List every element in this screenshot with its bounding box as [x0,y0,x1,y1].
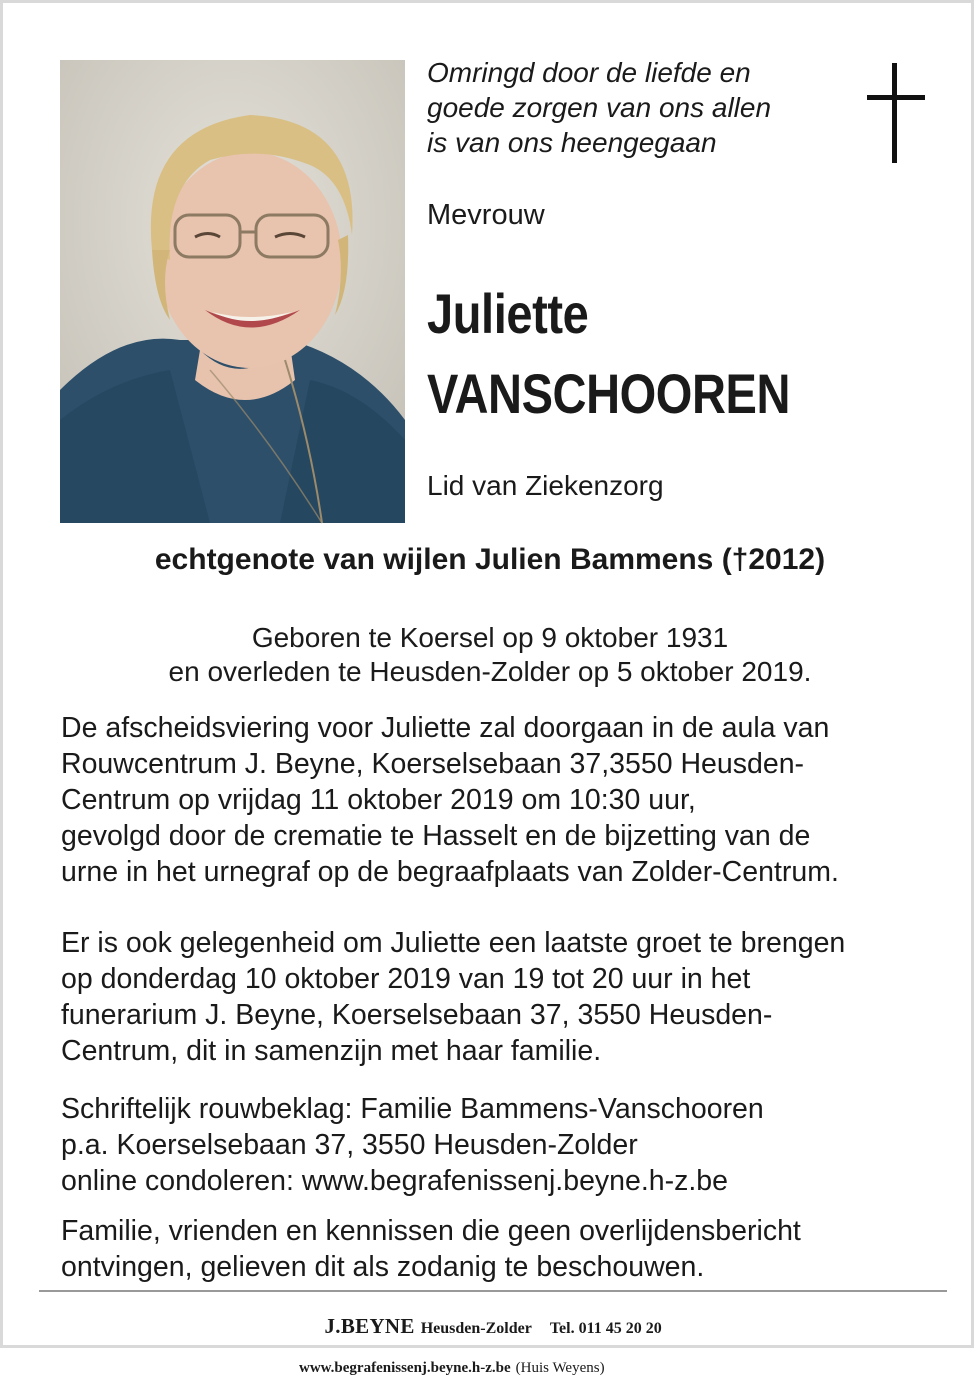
funeral-home-footer [299,1296,662,1377]
ceremony-line: De afscheidsviering voor Juliette zal doorgaan in de aula van [61,712,830,744]
footer-divider [39,1290,947,1292]
intro-line: goede zorgen van ons allen [427,92,772,123]
condolence-line: Schriftelijk rouwbeklag: Familie Bammens-Vanschooren [61,1093,764,1125]
condolence-line: p.a. Koerselsebaan 37, 3550 Heusden-Zolder [61,1129,638,1161]
portrait-photo [60,60,405,523]
death-line: en overleden te Heusden-Zolder op 5 oktober 2019. [168,656,812,687]
closing-line: Familie, vrienden en kennissen die geen overlijdensbericht [61,1215,801,1247]
membership: Lid van Ziekenzorg [427,470,664,501]
ceremony-line: Rouwcentrum J. Beyne, Koerselsebaan 37,3550 Heusden- [61,748,805,780]
first-name: Juliette [427,282,589,345]
closing-line: ontvingen, gelieven dit als zodanig te beschouwen. [61,1251,705,1283]
funeral-home-brand: J.BEYNE [324,1314,415,1338]
ceremony-line: gevolgd door de crematie te Hasselt en de bijzetting van de [61,820,811,852]
intro-line: is van ons heengegaan [427,127,717,158]
visitation-line: funerarium J. Beyne, Koerselsebaan 37, 3550 Heusden- [61,999,773,1031]
cross-icon [867,63,925,163]
funeral-home-house: (Huis Weyens) [515,1360,605,1376]
visitation-line: Er is ook gelegenheid om Juliette een laatste groet te brengen [61,927,846,959]
intro-line: Omringd door de liefde en [427,57,751,88]
last-name: VANSCHOOREN [427,362,791,425]
funeral-home-phone: Tel. 011 45 20 20 [549,1320,662,1337]
spouse-line: echtgenote van wijlen Julien Bammens (†2012) [154,543,826,576]
ceremony-line: urne in het urnegraf op de begraafplaats van Zolder-Centrum. [61,856,839,888]
visitation-paragraph [61,925,941,1069]
salutation: Mevrouw [427,199,545,231]
ceremony-line: Centrum op vrijdag 11 oktober 2019 om 10:30 uur, [61,784,696,816]
ceremony-paragraph [61,710,941,890]
condolence-line: online condoleren: www.begrafenissenj.beyne.h-z.be [61,1165,729,1197]
life-dates [3,621,977,689]
visitation-line: op donderdag 10 oktober 2019 van 19 tot 20 uur in het [61,963,751,995]
condolence-paragraph [61,1091,941,1199]
funeral-home-url: www.begrafenissenj.beyne.h-z.be [299,1360,511,1376]
closing-paragraph [61,1213,941,1285]
birth-line: Geboren te Koersel op 9 oktober 1931 [251,622,729,653]
intro-text [427,55,771,160]
funeral-home-town: Heusden-Zolder [420,1320,532,1337]
visitation-line: Centrum, dit in samenzijn met haar familie. [61,1035,602,1067]
